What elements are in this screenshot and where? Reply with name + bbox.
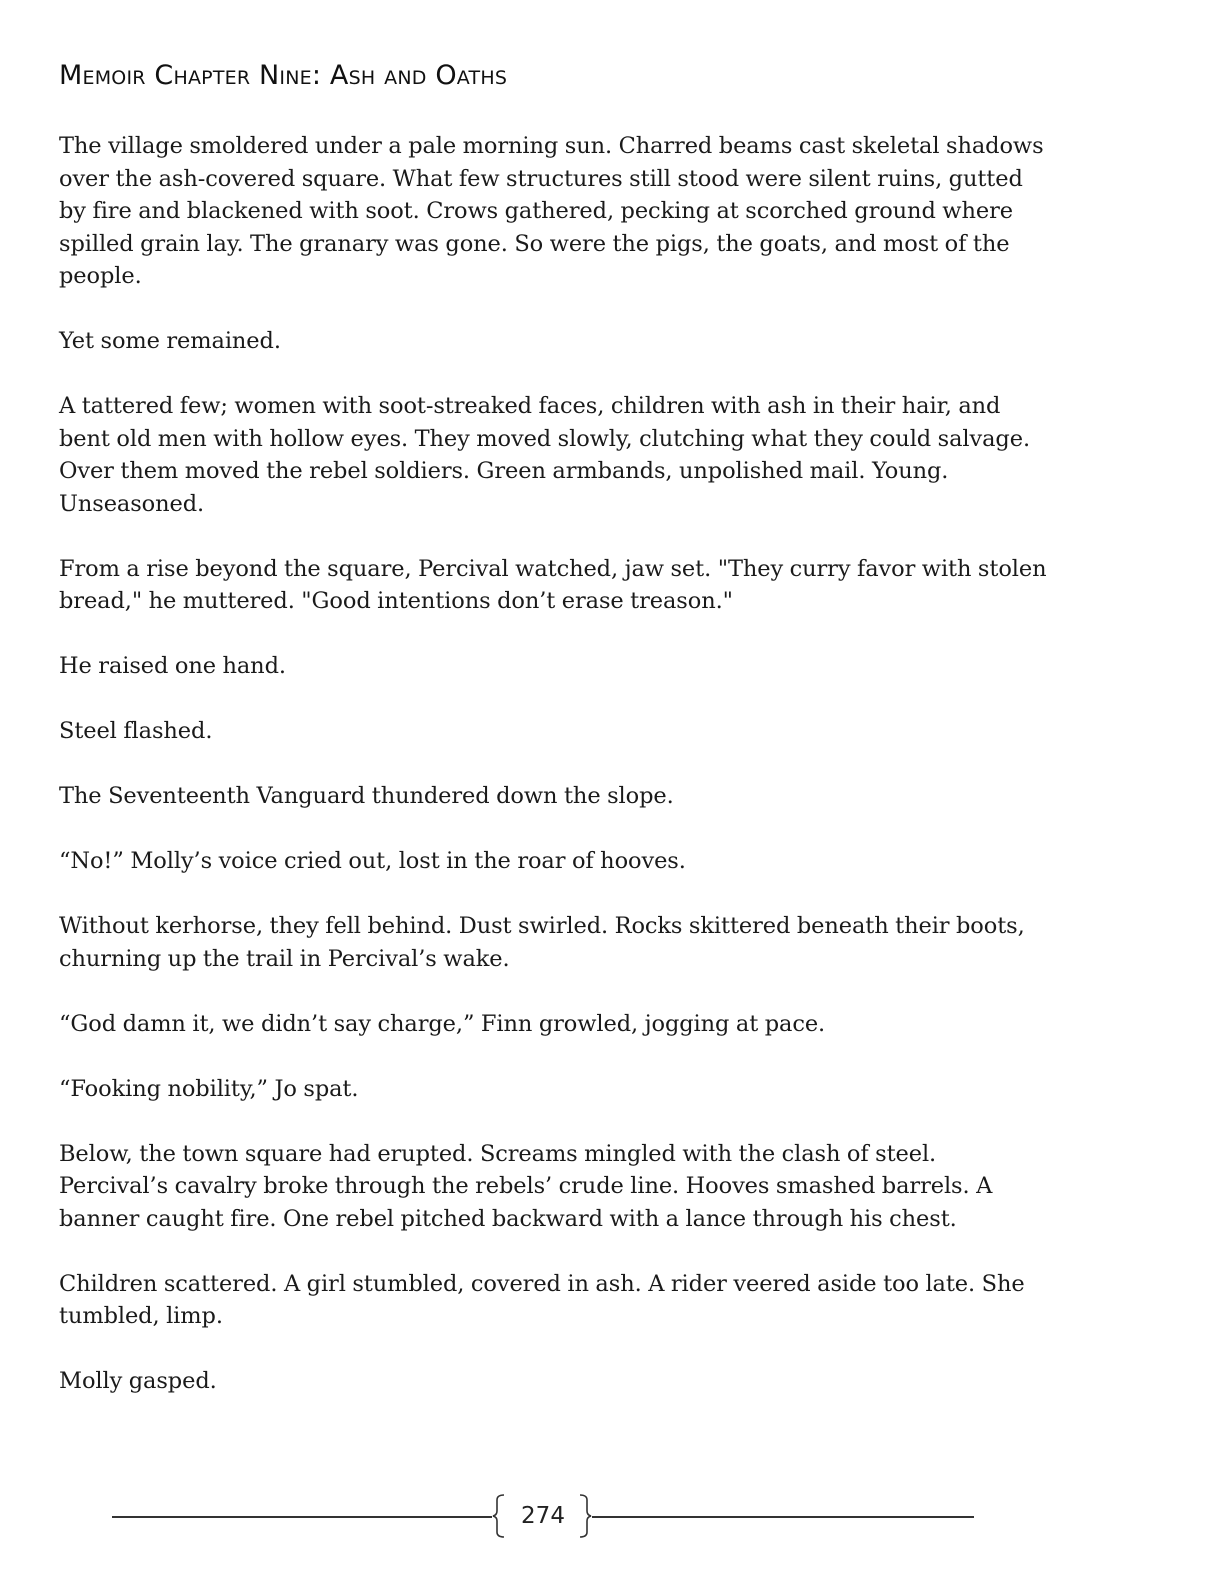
page-number: 274	[521, 1503, 565, 1529]
paragraph: Below, the town square had erupted. Screams mingled with the clash of steel. Percival’s cavalry broke through the rebels’ crude line. Hooves smashed barrels. A banner caught fire. One rebel pitched backward with a lance through his chest.	[59, 1140, 993, 1232]
footer-rule-right	[592, 1516, 974, 1518]
paragraph: Without kerhorse, they fell behind. Dust swirled. Rocks skittered beneath their boots, churning up the trail in Percival’s wake.	[59, 913, 1025, 972]
paragraph: Molly gasped.	[59, 1368, 217, 1394]
paragraph: “God damn it, we didn’t say charge,” Finn growled, jogging at pace.	[59, 1010, 826, 1037]
chapter-title: Memoir Chapter Nine: Ash and Oaths	[59, 60, 508, 91]
paragraph: “No!” Molly’s voice cried out, lost in the roar of hooves.	[59, 848, 686, 874]
footer-rule-left	[112, 1516, 492, 1518]
paragraph: Yet some remained.	[59, 328, 281, 354]
page-footer	[112, 1494, 974, 1540]
page-body	[59, 56, 1049, 1430]
paragraph: “Fooking nobility,” Jo spat.	[59, 1075, 359, 1102]
paragraph: He raised one hand.	[59, 653, 286, 679]
paragraph: The Seventeenth Vanguard thundered down the slope.	[59, 783, 674, 809]
paragraph: From a rise beyond the square, Percival watched, jaw set. "They curry favor with stolen bread," he muttered. "Good intentions don’t erase treason."	[59, 555, 1047, 614]
paragraph: Children scattered. A girl stumbled, covered in ash. A rider veered aside too late. She tumbled, limp.	[59, 1270, 1025, 1329]
paragraph: The village smoldered under a pale morning sun. Charred beams cast skeletal shadows over the ash-covered square. What few structures still stood were silent ruins, gutted by fire and blackened with soot. Crows gathered, pecking at scorched ground where spilled grain lay. The granary was gone. So were the pigs, the goats, and most of the people.	[59, 133, 1044, 289]
left-brace-icon	[492, 1494, 506, 1538]
right-brace-icon	[578, 1494, 592, 1538]
paragraph: Steel flashed.	[59, 718, 213, 744]
paragraph: A tattered few; women with soot-streaked faces, children with ash in their hair, and bent old men with hollow eyes. They moved slowly, clutching what they could salvage. Over them moved the rebel soldiers. Green armbands, unpolished mail. Young. Unseasoned.	[59, 393, 1031, 517]
